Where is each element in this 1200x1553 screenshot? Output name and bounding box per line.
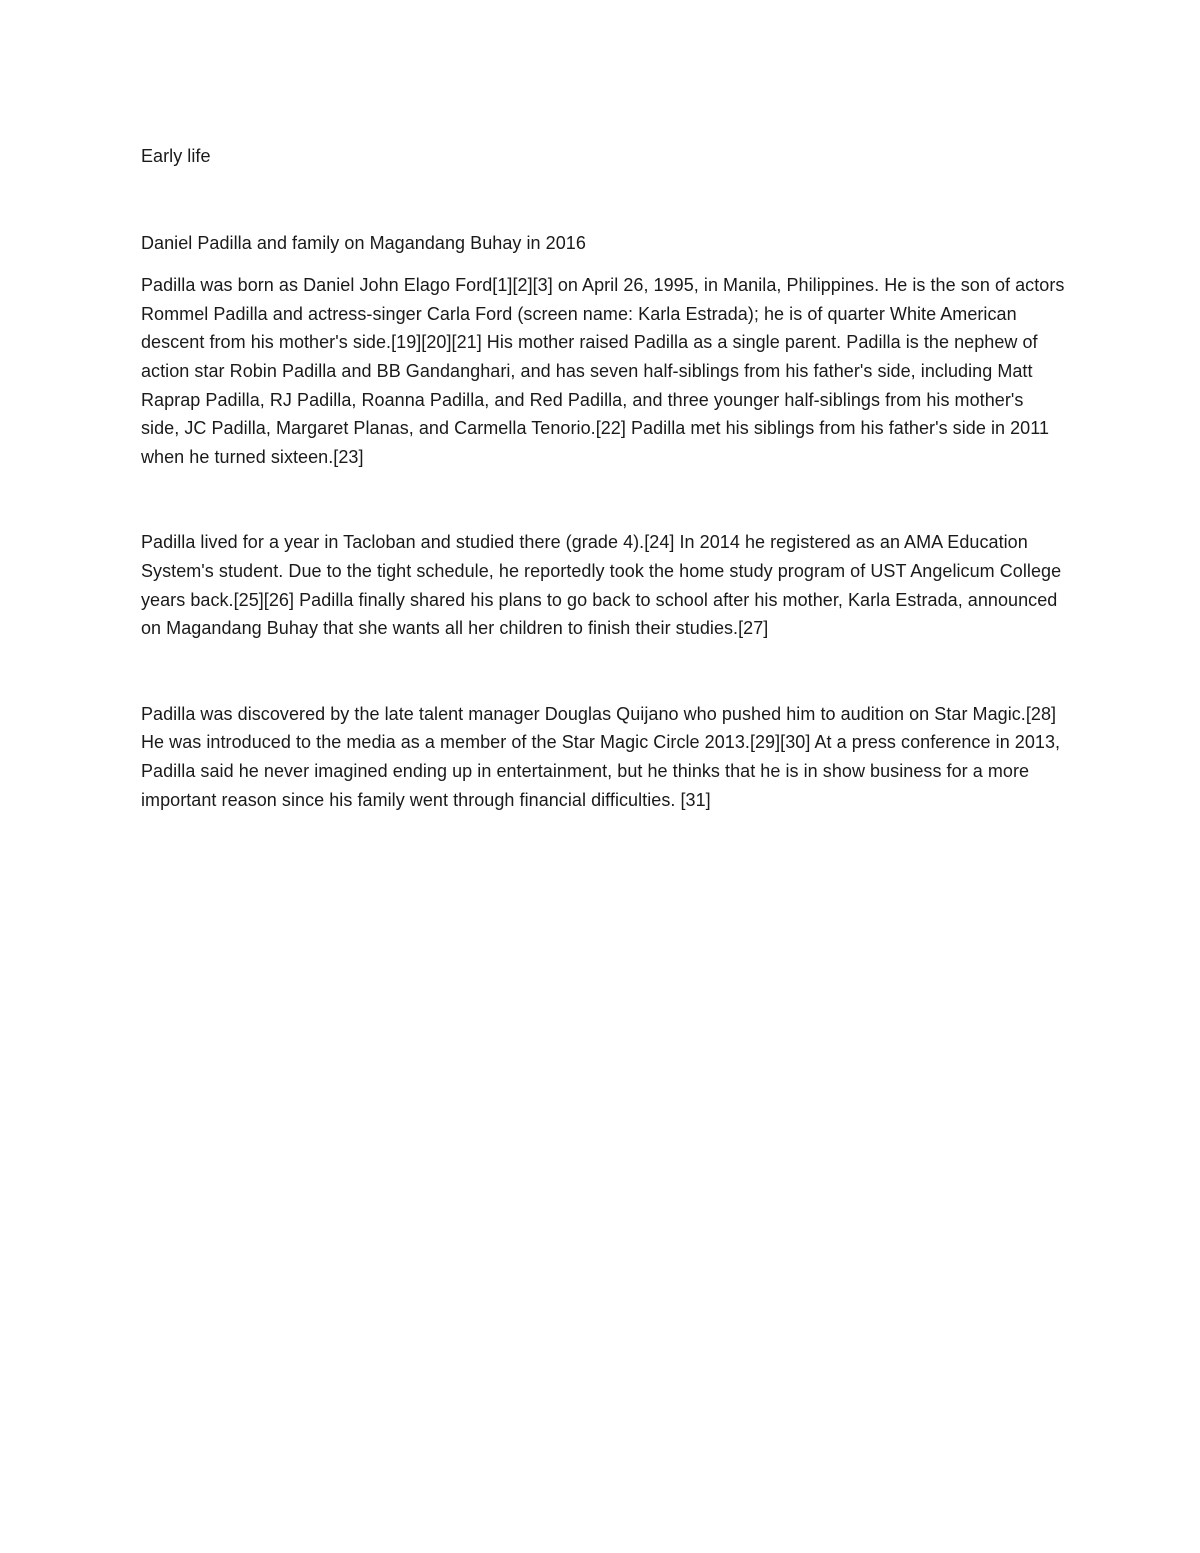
paragraph-birth-family: Padilla was born as Daniel John Elago Ford[1][2][3] on April 26, 1995, in Manila, Philippines. He is the son of actors Rommel Padilla and actress-singer Carla Ford (screen name: Karla Estrada); he is of quarter White American descent from his mother's side.[19][20][21] His mother raised Padilla as a single parent. Padilla is the nephew of action star Robin Padilla and BB Gandanghari, and has seven half-siblings from his father's side, including Matt Raprap Padilla, RJ Padilla, Roanna Padilla, and Red Padilla, and three younger half-siblings from his mother's side, JC Padilla, Margaret Planas, and Carmella Tenorio.[22] Padilla met his siblings from his father's side in 2011 when he turned sixteen.[23] <box>141 275 1065 467</box>
image-caption: Daniel Padilla and family on Magandang Buhay in 2016 <box>141 232 586 253</box>
paragraph-education: Padilla lived for a year in Tacloban and studied there (grade 4).[24] In 2014 he registered as an AMA Education System's student. Due to the tight schedule, he reportedly took the home study program of UST Angelicum College years back.[25][26] Padilla finally shared his plans to go back to school after his mother, Karla Estrada, announced on Magandang Buhay that she wants all her children to finish their studies.[27] <box>141 532 1062 639</box>
document-body <box>141 142 1066 814</box>
section-heading: Early life <box>141 146 211 166</box>
paragraph-discovery: Padilla was discovered by the late talent manager Douglas Quijano who pushed him to audition on Star Magic.[28] He was introduced to the media as a member of the Star Magic Circle 2013.[29][30] At a press conference in 2013, Padilla said he never imagined ending up in entertainment, but he thinks that he is in show business for a more important reason since his family went through financial difficulties. [31] <box>141 703 1061 810</box>
